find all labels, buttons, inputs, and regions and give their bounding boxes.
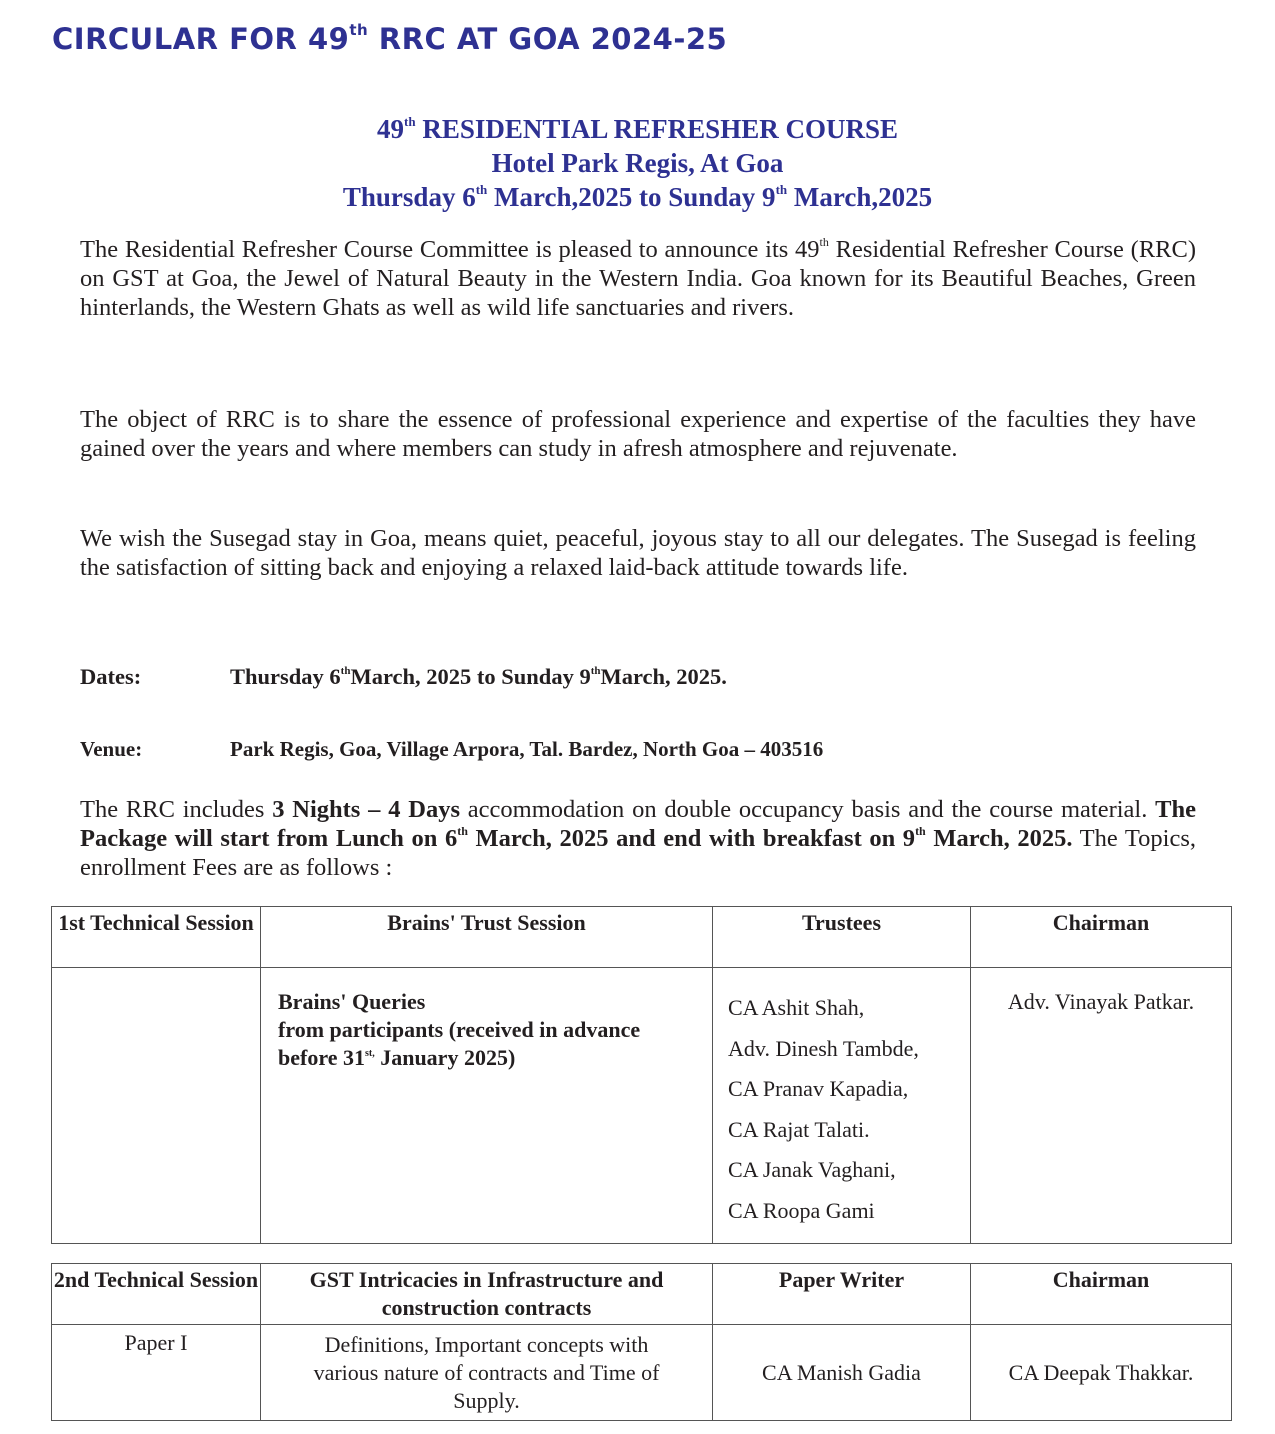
session-2-header: 2nd Technical Session	[52, 1264, 261, 1325]
session-1-header: 1st Technical Session	[52, 907, 261, 968]
trustees-list	[713, 968, 971, 1244]
session-2-topic-header: GST Intricacies in Infrastructure and construction contracts	[261, 1264, 713, 1325]
brains-queries-cell: Brains' Queries from participants (received in advance before $31^{st,}$ January 2025)	[261, 968, 713, 1244]
session-1-topic-header: Brains' Trust Session	[261, 907, 713, 968]
session-1-row	[52, 968, 1232, 1244]
venue-value: Park Regis, Goa, Village Arpora, Tal. Bardez, North Goa – 403516	[230, 737, 824, 761]
trustee: CA Janak Vaghani,	[728, 1157, 896, 1182]
trustees-header: Trustees	[713, 907, 971, 968]
paper-topic: Definitions, Important concepts with various nature of contracts and Time of Supply.	[261, 1325, 713, 1421]
trustee: CA Ashit Shah,	[728, 995, 865, 1020]
trustee: Adv. Dinesh Tambde,	[728, 1035, 919, 1061]
course-hotel: Hotel Park Regis, At Goa	[491, 148, 784, 178]
intro-paragraph-3: We wish the Susegad stay in Goa, means quiet, peaceful, joyous stay to all our delegates. The Susegad is feeling the satisfaction of sitting back and enjoying a relaxed laid-back attitude towards life.	[80, 525, 1196, 581]
dates-row	[80, 664, 727, 690]
intro-paragraph-1: The Residential Refresher Course Committee is pleased to announce its 49th Residential Refresher Course (RRC) on GST at Goa, the Jewel of Natural Beauty in the Western India. Goa known for its Beautiful Beaches, Green hinterlands, the Western Ghats as well as wild life sanctuaries and rivers.	[80, 235, 1196, 321]
course-heading	[0, 112, 1275, 214]
session-1-chairman: Adv. Vinayak Patkar.	[971, 968, 1232, 1244]
session-1-table	[51, 906, 1232, 1244]
course-dates: Thursday 6th March,2025 to Sunday 9th March,2025	[342, 182, 933, 212]
session-2-chairman: CA Deepak Thakkar.	[971, 1325, 1232, 1421]
paper-label: Paper I	[52, 1325, 261, 1421]
course-name: 49th RESIDENTIAL REFRESHER COURSE	[377, 114, 898, 144]
dates-label: Dates:	[80, 664, 142, 689]
circular-title: CIRCULAR FOR 49th RRC AT GOA 2024-25	[52, 21, 728, 56]
session-2-header-row	[52, 1264, 1232, 1325]
venue-label: Venue:	[80, 737, 143, 761]
chairman-header: Chairman	[971, 907, 1232, 968]
paper-writer: CA Manish Gadia	[713, 1325, 971, 1421]
chairman-header: Chairman	[971, 1264, 1232, 1325]
dates-value: Thursday 6thMarch, 2025 to Sunday 9thMarch, 2025.	[230, 664, 727, 689]
session-2-row	[52, 1325, 1232, 1421]
paper-writer-header: Paper Writer	[713, 1264, 971, 1325]
trustee: CA Roopa Gami	[728, 1197, 875, 1223]
venue-row	[80, 737, 823, 762]
intro-paragraph-2: The object of RRC is to share the essence of professional experience and expertise of the faculties they have gained over the years and where members can study in afresh atmosphere and rejuvenate.	[80, 406, 1196, 462]
session-1-header-row	[52, 907, 1232, 968]
session-2-table	[51, 1263, 1232, 1421]
package-paragraph: The RRC includes 3 Nights – 4 Days accommodation on double occupancy basis and the course material. The Package will start from Lunch on 6th March, 2025 and end with breakfast on 9th March, 2025. The Topics, enrollment Fees are as follows :	[80, 796, 1196, 881]
session-1-empty-cell	[52, 968, 261, 1244]
trustee: CA Pranav Kapadia,	[728, 1076, 909, 1101]
trustee: CA Rajat Talati.	[728, 1116, 870, 1142]
